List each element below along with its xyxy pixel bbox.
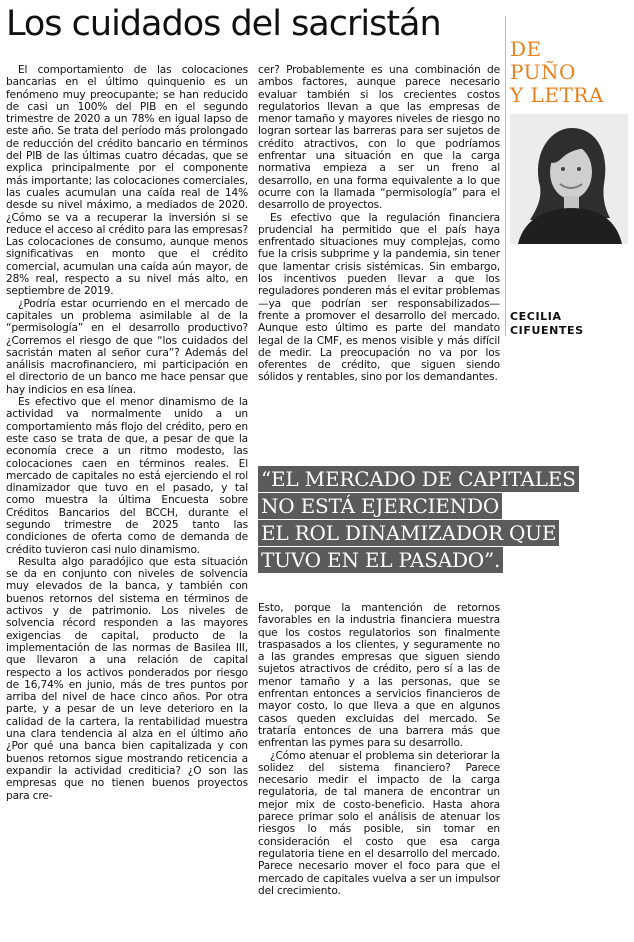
section-label-line: PUÑO (510, 60, 576, 84)
author-last-name: CIFUENTES (510, 324, 584, 337)
paragraph: Resulta algo paradójico que esta situación se da en conjunto con niveles de solvencia muy elevados de la banca, y también con buenos retornos del sistema en términos de activos y de patrimonio. Los niveles de solvencia récord responden a las mayores exigencias de capital, producto de la implementación de las normas de Basilea III, que llevaron a una relación de capital respecto a los activos ponderados por riesgo de 16,74% en junio, más de tres puntos por arriba del nivel de hace cinco años. Por otra parte, y a pesar de un leve deterioro en la calidad de la cartera, la rentabilidad muestra una clara tendencia al alza en el último año ¿Por qué una banca bien capitalizada y con buenos retornos sigue mostrando reticencia a expandir la actividad crediticia? ¿O son las empresas que no tienen buenos proyectos para cre- (6, 555, 248, 802)
section-label (510, 38, 630, 107)
column-divider (505, 16, 506, 336)
pull-quote-line: EL ROL DINAMIZADOR QUE (258, 520, 559, 546)
pull-quote-line: NO ESTÁ EJERCIENDO (258, 493, 502, 519)
paragraph: Esto, porque la mantención de retornos favorables en la industria financiera muestra que los costos regulatorios son finalmente traspasados a los clientes, y seguramente no a las grandes empresas que siguen siendo sujetos atractivos de crédito, pero sí a las de menor tamaño y a las personas, que se enfrentan entonces a servicios financieros de mayor costo, lo que lleva a que en algunos casos queden excluidas del mercado. Se trataría entonces de una barrera más que enfrentan las pymes para su desarrollo. (258, 602, 500, 750)
article-column-2 (258, 64, 500, 442)
article-column-1 (6, 64, 248, 938)
author-photo (510, 114, 628, 244)
paragraph: Es efectivo que el menor dinamismo de la actividad va normalmente unido a un comportamiento más flojo del crédito, pero en este caso se trata de que, a pesar de que la economía crece a un ritmo modesto, las colocaciones caen en términos reales. El mercado de capitales no está ejerciendo el rol dinamizador que tuvo en el pasado, y tal como muestra la última Encuesta sobre Créditos Bancarios del BCCH, durante el segundo trimestre de 2025 tanto las condiciones de oferta como de demanda de crédito tuvieron casi nulo dinamismo. (6, 396, 248, 556)
author-name (510, 310, 630, 338)
paragraph: Es efectivo que la regulación financiera prudencial ha permitido que el país haya enfrentado situaciones muy complejas, como fue la crisis subprime y la pandemia, sin tener que lamentar crisis sistémicas. Sin embargo, los incentivos pueden llevar a que los reguladores ponderen más el evitar problemas —ya que podrían ser responsabilizados— frente a promover el desarrollo del mercado. Aunque esto último es parte del mandato legal de la CMF, es menos visible y más difícil de medir. La preocupación no va por los oferentes de crédito, que siguen siendo sólidos y rentables, sino por los demandantes. (258, 211, 501, 384)
author-first-name: CECILIA (510, 310, 562, 323)
headline: Los cuidados del sacristán (6, 4, 441, 44)
paragraph: ¿Cómo atenuar el problema sin deteriorar la solidez del sistema financiero? Parece necesario medir el impacto de la carga regulatoria, de tal manera de encontrar un mejor mix de costo-beneficio. Hasta ahora parece primar solo el análisis de atenuar los riesgos lo más posible, sin tomar en consideración el costo que esa carga regulatoria tiene en el desarrollo del mercado. Parece necesario mover el foco para que el mercado de capitales vuelva a ser un impulsor del crecimiento. (258, 749, 500, 897)
article-column-3 (258, 602, 500, 938)
pull-quote-line: TUVO EN EL PASADO”. (258, 547, 503, 573)
author-portrait-image (510, 114, 628, 244)
paragraph: ¿Podría estar ocurriendo en el mercado de capitales un problema asimilable al de la “permisología” en el desarrollo productivo? ¿Corremos el riesgo de que “los cuidados del sacristán maten al señor cura”? Además del análisis macrofinanciero, mi participación en el directorio de un banco me hace pensar que hay indicios en esa línea. (6, 297, 248, 396)
section-label-line: DE (510, 37, 542, 61)
paragraph: El comportamiento de las colocaciones bancarias en el último quinquenio es un fenómeno muy preocupante; se han reducido de casi un 100% del PIB en el segundo trimestre de 2020 a un 78% en igual lapso de este año. Se trata del período más prolongado de reducción del crédito bancario en términos del PIB de las últimas cuatro décadas, que se explica principalmente por el componente más importante; las colocaciones comerciales, las cuales acumulan una caída real de 14% desde su nivel máximo, a mediados de 2020. ¿Cómo se va a recuperar la inversión si se reduce el acceso al crédito para las empresas? Las colocaciones de consumo, aunque menos significativas en monto que el crédito comercial, acumulan una caída aún mayor, de 28% real, respecto a su nivel más alto, en septiembre de 2019. (6, 64, 248, 298)
pull-quote-line: “EL MERCADO DE CAPITALES (258, 466, 579, 492)
pull-quote (258, 466, 630, 574)
section-label-line: Y LETRA (510, 83, 604, 107)
paragraph: cer? Probablemente es una combinación de ambos factores, aunque parece necesario evaluar también si los crecientes costos regulatorios llevan a que las empresas de menor tamaño y mayores niveles de riesgo no logran sortear las barreras para ser sujetos de crédito atractivos, con lo que podríamos enfrentar una situación en que la carga normativa empieza a ser un freno al desarrollo, en una forma equivalente a lo que ocurre con la llamada “permisología” para el desarrollo de proyectos. (258, 64, 500, 212)
